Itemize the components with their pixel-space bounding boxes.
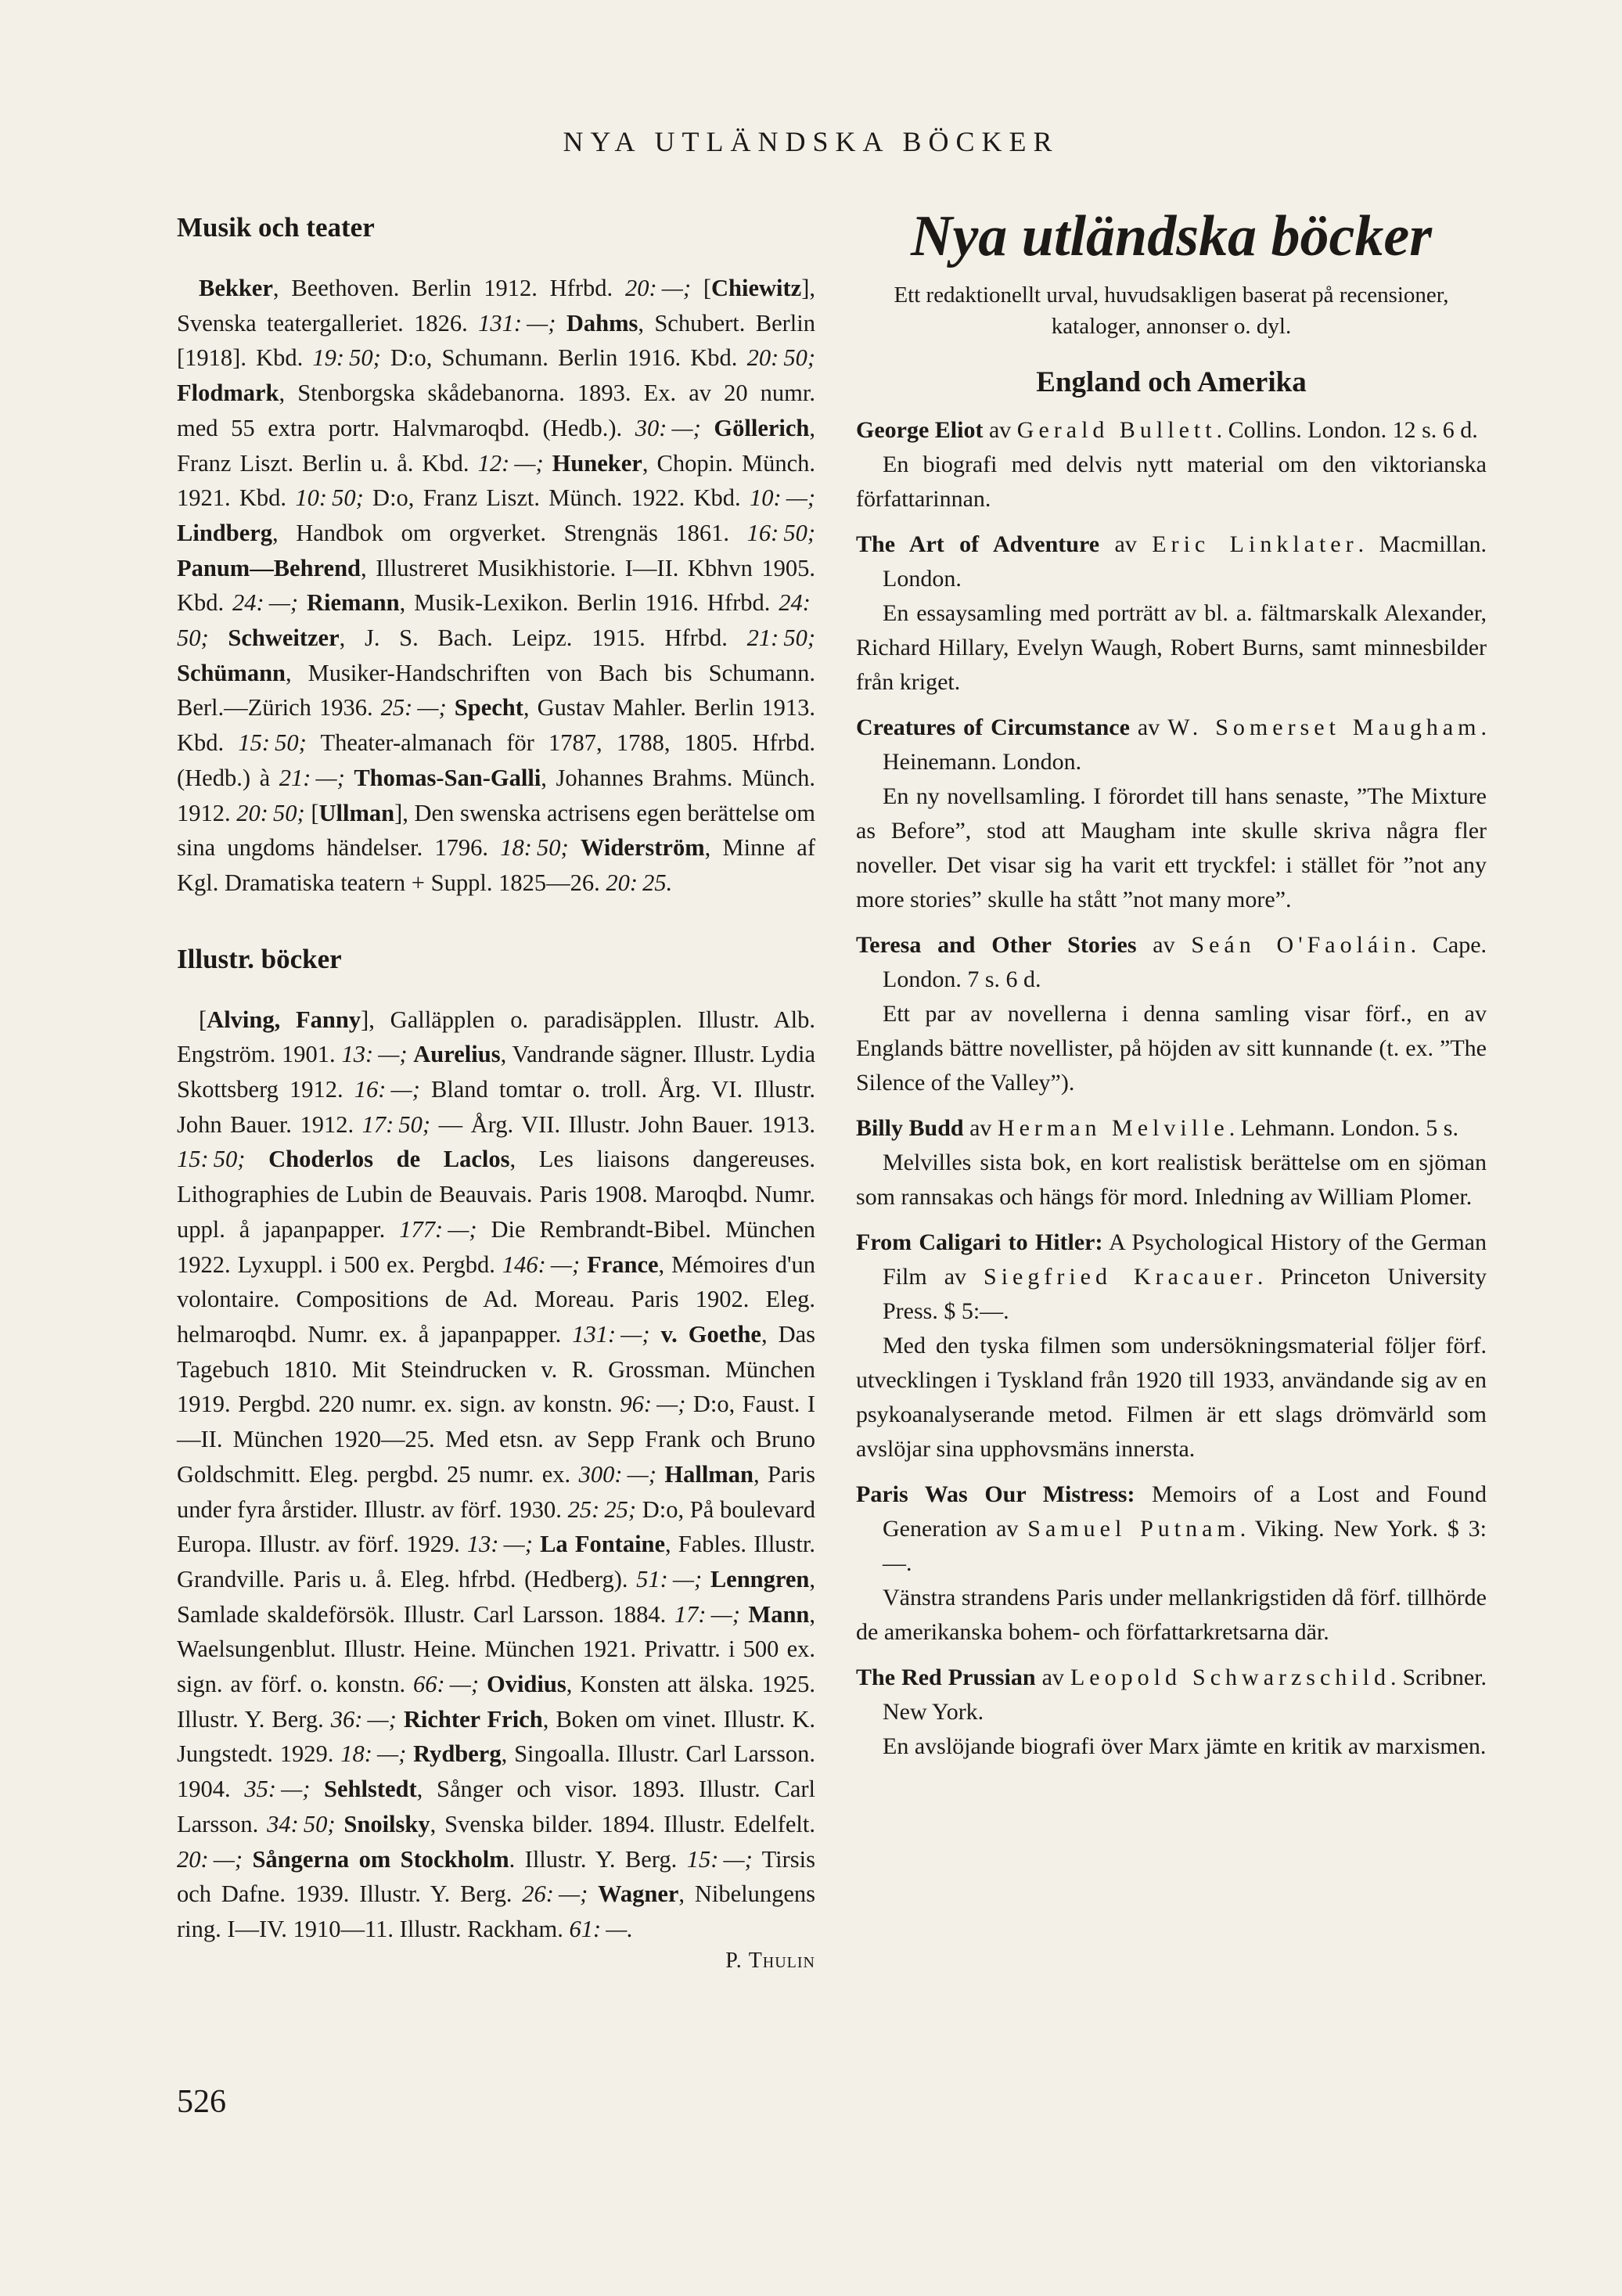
book-publisher: . Princeton University Press. $ 5:—. [883,1264,1487,1325]
book-author: Leopold Schwarzschild [1070,1664,1390,1691]
book-subtitle: Memoirs of a Lost and Found Generation [883,1481,1487,1542]
book-entry [856,413,1487,516]
book-publisher: . Lehmann. London. 5 s. [1228,1115,1458,1142]
running-head: NYA UTLÄNDSKA BÖCKER [563,126,1059,157]
by-label: av [1041,1664,1064,1691]
book-publisher: . Macmillan. London. [883,531,1487,592]
music-section-heading: Musik och teater [177,212,375,243]
book-author: Samuel Putnam [1027,1516,1240,1542]
article-intro: Ett redaktionellt urval, huvudsakligen baserat på recensioner, kataloger, annonser o. dyl. [894,283,1449,340]
book-entries [856,413,1487,1764]
book-description: En essaysamling med porträtt av bl. a. fältmarskalk Alexander, Richard Hillary, Evelyn Waugh, Robert Burns, samt minnesbilder från kriget. [856,600,1487,696]
by-label: av [996,1516,1019,1542]
book-description: Vänstra strandens Paris under mellankrigstiden då förf. tillhörde de amerikanska bohem- och författarkretsarna där. [856,1585,1487,1646]
book-entry [856,711,1487,917]
music-listing: Bekker, Beethoven. Berlin 1912. Hfrbd. 20: —; [Chiewitz], Svenska teatergalleriet. 1826. 131: —; Dahms, Schubert. Berlin [1918]. Kbd. 19: 50; D:o, Schumann. Berlin 1916. Kbd. 20: 50; Flodmark, Stenborgska skådebanorna. 1893. Ex. av 20 numr. med 55 extra portr. Halvmaroqbd. (Hedb.). 30: —; Göllerich, Franz Liszt. Berlin u. å. Kbd. 12: —; Huneker, Chopin. Münch. 1921. Kbd. 10: 50; D:o, Franz Liszt. Münch. 1922. Kbd. 10: —; Lindberg, Handbok om orgverket. Strengnäs 1861. 16: 50; Panum—Behrend, Illustreret Musikhistorie. I—II. Kbhvn 1905. Kbd. 24: —; Riemann, Musik-Lexikon. Berlin 1916. Hfrbd. 24: 50; Schweitzer, J. S. Bach. Leipz. 1915. Hfrbd. 21: 50; Schümann, Musiker-Handschriften von Bach bis Schumann. Berl.—Zürich 1936. 25: —; Specht, Gustav Mahler. Berlin 1913. Kbd. 15: 50; Theater-almanach för 1787, 1788, 1805. Hfrbd. (Hedb.) à 21: —; Thomas-San-Galli, Johannes Brahms. Münch. 1912. 20: 50; [Ullman], Den swenska actrisens egen berättelse om sina ungdoms händelser. 1796. 18: 50; Widerström, Minne af Kgl. Dramatiska teatern + Suppl. 1825—26. 20: 25. [177,275,816,896]
right-column [856,205,1487,1775]
page-number: 526 [177,2084,226,2120]
book-description: Med den tyska filmen som undersökningsmaterial följer förf. utvecklingen i Tyskland från 1920 till 1933, användande sig av en psykoanalyserande metod. Filmen är ett slags drömvärld som avslöjar sina upphovsmäns innersta. [856,1333,1487,1463]
book-title: George Eliot [856,417,984,444]
book-subtitle: A Psychological History of the German Film [883,1229,1487,1290]
by-label: av [988,417,1012,444]
by-label: av [1114,531,1137,558]
book-entry [856,527,1487,700]
book-entry [856,1661,1487,1764]
region-heading: England och Amerika [1036,366,1307,399]
by-label: av [969,1115,992,1142]
book-entry-heading [856,413,1487,448]
signature [177,1949,815,1974]
book-title: Creatures of Circumstance [856,714,1130,741]
book-publisher: . Cape. London. 7 s. 6 d. [883,932,1487,993]
book-description: En avslöjande biografi över Marx jämte en kritik av marxismen. [883,1733,1487,1760]
book-entry-heading [856,1111,1487,1146]
by-label: av [1137,714,1160,741]
book-title: Billy Budd [856,1115,964,1142]
book-description: Melvilles sista bok, en kort realistisk berättelse om en sjöman som rannsakas och hängs för mord. Inledning av William Plomer. [856,1150,1487,1211]
book-publisher: . Collins. London. 12 s. 6 d. [1216,417,1478,444]
illustrated-books-heading: Illustr. böcker [177,943,342,974]
book-entry [856,928,1487,1100]
book-entry [856,1111,1487,1215]
book-entry-heading [856,711,1487,779]
book-title: Paris Was Our Mistress: [856,1481,1135,1508]
book-description: En biografi med delvis nytt material om den viktorianska författarinnan. [856,452,1487,513]
book-publisher: . Scribner. New York. [883,1664,1487,1726]
book-entry-heading [856,1225,1487,1329]
book-publisher: . Heinemann. London. [883,714,1487,776]
book-description: Ett par av novellerna i denna samling visar förf., en av Englands bättre novellister, på höjden av sitt kunnande (t. ex. ”The Silence of the Valley”). [856,1001,1487,1096]
book-description: En ny novellsamling. I förordet till hans senaste, ”The Mixture as Before”, stod att Maugham inte skulle skriva några fler noveller. Det visar sig ha varit ett tryckfel: i stället för ”not any more stories” skulle ha stått ”not many more”. [856,783,1487,913]
book-entry-heading [856,1661,1487,1729]
article-title: Nya utländska böcker [911,204,1432,268]
book-title: The Art of Adventure [856,531,1100,558]
book-author: Herman Melville [997,1115,1229,1142]
book-author: W. Somerset Maugham [1167,714,1481,741]
book-entry-heading [856,928,1487,997]
left-column [177,211,815,1974]
book-author: Seán O'Faoláin [1191,932,1411,959]
signature-initial: P. [725,1948,743,1973]
signature-name: Thulin [748,1948,815,1973]
book-title: The Red Prussian [856,1664,1036,1691]
book-author: Gerald Bullett [1016,417,1217,444]
by-label: av [1153,932,1175,959]
book-entry-heading [856,1477,1487,1581]
book-author: Siegfried Kracauer [984,1264,1257,1290]
book-entry [856,1225,1487,1466]
book-title: Teresa and Other Stories [856,932,1137,959]
book-title: From Caligari to Hitler: [856,1229,1103,1256]
book-entry-heading [856,527,1487,596]
book-publisher: . Viking. New York. $ 3:—. [883,1516,1487,1577]
illustrated-books-listing: [Alving, Fanny], Galläpplen o. paradisäpplen. Illustr. Alb. Engström. 1901. 13: —; Aurelius, Vandrande sägner. Illustr. Lydia Skottsberg 1912. 16: —; Bland tomtar o. troll. Årg. VI. Illustr. John Bauer. 1912. 17: 50; — Årg. VII. Illustr. John Bauer. 1913. 15: 50; Choderlos de Laclos, Les liaisons dangereuses. Lithographies de Lubin de Beauvais. Paris 1908. Maroqbd. Numr. uppl. å japanpapper. 177: —; Die Rembrandt-Bibel. München 1922. Lyxuppl. i 500 ex. Pergbd. 146: —; France, Mémoires d'un volontaire. Compositions de Ad. Moreau. Paris 1902. Eleg. helmaroqbd. Numr. ex. å japanpapper. 131: —; v. Goethe, Das Tagebuch 1810. Mit Steindrucken v. R. Grossman. München 1919. Pergbd. 220 numr. ex. sign. av konstn. 96: —; D:o, Faust. I—II. München 1920—25. Med etsn. av Sepp Frank och Bruno Goldschmitt. Eleg. pergbd. 25 numr. ex. 300: —; Hallman, Paris under fyra årstider. Illustr. av förf. 1930. 25: 25; D:o, På boulevard Europa. Illustr. av förf. 1929. 13: —; La Fontaine, Fables. Illustr. Grandville. Paris u. å. Eleg. hfrbd. (Hedberg). 51: —; Lenngren, Samlade skaldeförsök. Illustr. Carl Larsson. 1884. 17: —; Mann, Waelsungenblut. Illustr. Heine. München 1921. Privattr. i 500 ex. sign. av förf. o. konstn. 66: —; Ovidius, Konsten att älska. 1925. Illustr. Y. Berg. 36: —; Richter Frich, Boken om vinet. Illustr. K. Jungstedt. 1929. 18: —; Rydberg, Singoalla. Illustr. Carl Larsson. 1904. 35: —; Sehlstedt, Sånger och visor. 1893. Illustr. Carl Larsson. 34: 50; Snoilsky, Svenska bilder. 1894. Illustr. Edelfelt. 20: —; Sångerna om Stockholm. Illustr. Y. Berg. 15: —; Tirsis och Dafne. 1939. Illustr. Y. Berg. 26: —; Wagner, Nibelungens ring. I—IV. 1910—11. Illustr. Rackham. 61: —. [177,1006,816,1942]
book-author: Eric Linklater [1152,531,1358,558]
by-label: av [944,1264,967,1290]
book-entry [856,1477,1487,1650]
